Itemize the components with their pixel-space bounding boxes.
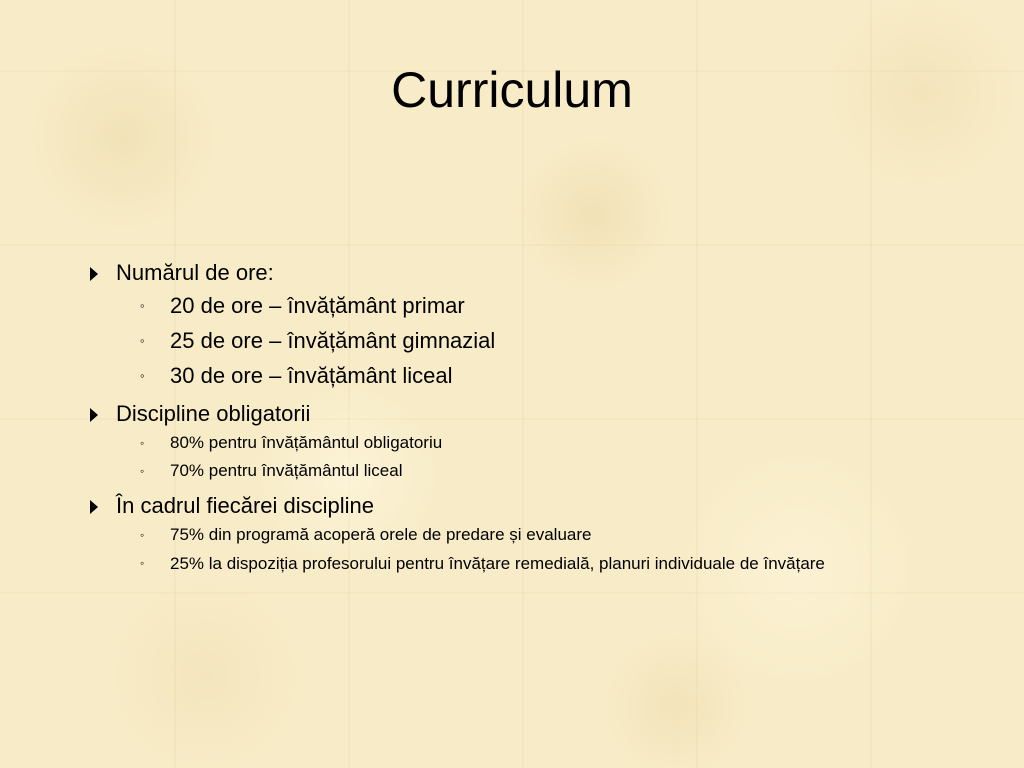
bullet-text: Discipline obligatorii [116,401,311,426]
sub-list [114,288,908,393]
triangle-bullet-icon [90,500,98,514]
circle-bullet-icon: ◦ [140,464,145,478]
sub-item-text: 25% la dispoziția profesorului pentru învățare remedială, planuri individuale de învățare [170,554,825,573]
sub-item-text: 30 de ore – învățământ liceal [170,363,453,388]
sub-item [114,323,908,358]
bullet-text: În cadrul fiecărei discipline [116,493,375,518]
triangle-bullet-icon [90,267,98,281]
bullet-cadrul-disciplinei [88,491,908,578]
sub-item [114,457,908,485]
circle-bullet-icon: ◦ [140,556,145,570]
circle-bullet-icon: ◦ [140,298,145,313]
sub-item-text: 70% pentru învățământul liceal [170,461,403,480]
sub-list [114,521,908,578]
sub-item [114,288,908,323]
sub-item [114,549,910,578]
sub-item-text: 25 de ore – învățământ gimnazial [170,328,496,353]
sub-item [114,358,908,393]
slide-title: Curriculum [391,62,633,118]
sub-item [114,521,908,549]
sub-item-text: 80% pentru învățământul obligatoriu [170,433,443,452]
sub-item [114,429,908,457]
bullet-list [88,258,908,578]
slide-body [88,258,908,578]
bullet-text: Numărul de ore: [116,260,274,285]
sub-list [114,429,908,485]
bullet-numar-ore [88,258,908,393]
bullet-discipline-obligatorii [88,399,908,485]
circle-bullet-icon: ◦ [140,333,145,348]
circle-bullet-icon: ◦ [140,528,145,542]
circle-bullet-icon: ◦ [140,368,145,383]
sub-item-text: 75% din programă acoperă orele de predare și evaluare [170,525,592,544]
triangle-bullet-icon [90,408,98,422]
sub-item-text: 20 de ore – învățământ primar [170,293,465,318]
circle-bullet-icon: ◦ [140,436,145,450]
